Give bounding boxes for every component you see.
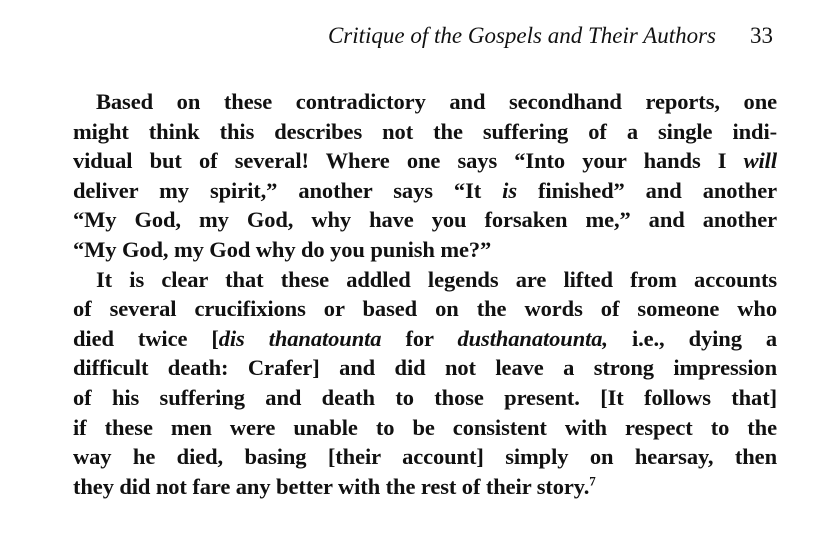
text-run: i.e., dying a [607,325,778,351]
text-run: vidual but of several! Where one says “Into your hands I [73,148,744,174]
text-line: of his suffering and death to those present. [It follows that] [73,384,777,410]
text-line: “My God, my God why do you punish me?” [73,236,492,262]
paragraph-2 [73,265,777,502]
text-line: if these men were unable to be consistent with respect to the [73,414,777,440]
text-line [73,324,777,354]
paragraph-1 [73,87,777,265]
text-run: deliver my spirit,” another says “It [73,177,503,203]
text-line [73,176,777,206]
text-line: way he died, basing [their account] simply on hearsay, then [73,444,777,470]
text-line [73,146,777,176]
text-line: might think this describes not the suffering of a single indi- [73,118,777,144]
text-run: for [381,325,458,351]
running-title: Critique of the Gospels and Their Authors [327,23,716,48]
text-run: died twice [ [73,325,219,351]
text-line: Based on these contradictory and secondhand reports, one [96,89,777,114]
italic-emphasis: is [502,177,517,203]
text-line: “My God, my God, why have you forsaken me,” and another [73,207,777,233]
footnote-marker: 7 [589,473,596,489]
running-head [0,20,773,52]
text-run: they did not fare any better with the rest of their story. [73,473,590,499]
text-line: difficult death: Crafer] and did not leave a strong impression [73,355,777,381]
italic-emphasis: dusthanatounta, [457,325,608,351]
page-number: 33 [750,23,773,48]
text-line [73,472,777,502]
text-run: finished” and another [516,177,777,203]
body-text [73,87,777,501]
italic-emphasis: dis thanatounta [218,325,382,351]
text-line: of several crucifixions or based on the words of someone who [73,296,777,322]
italic-emphasis: will [743,148,777,174]
text-line: It is clear that these addled legends are lifted from accounts [96,266,777,292]
